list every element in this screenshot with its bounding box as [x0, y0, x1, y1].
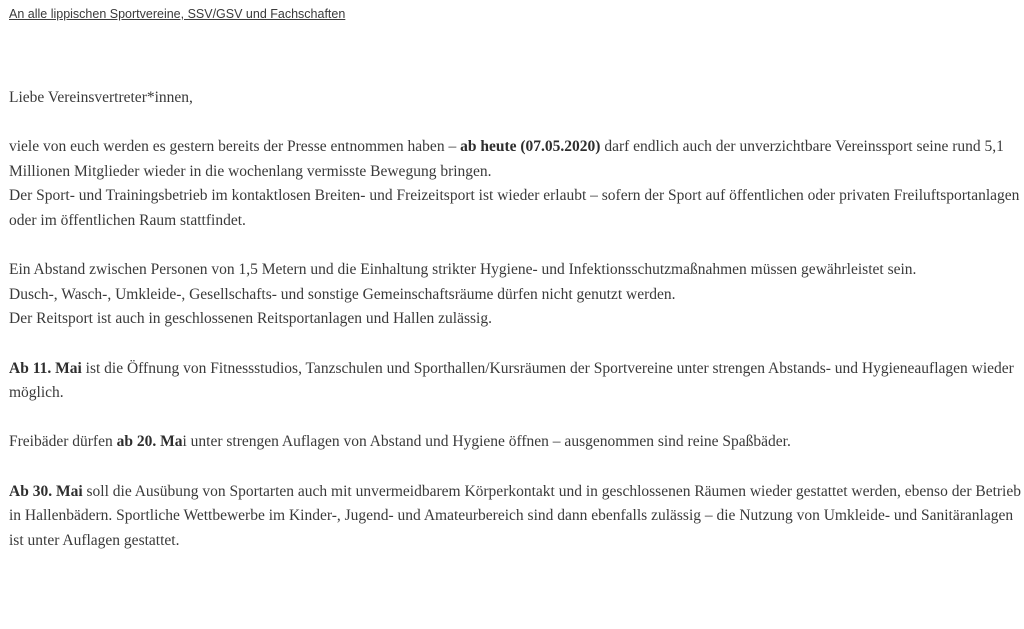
paragraph-reopening — [9, 135, 1021, 184]
date-highlight: ab heute (07.05.2020) — [460, 138, 601, 156]
greeting: Liebe Vereinsvertreter*innen, — [9, 89, 193, 106]
paragraph-may-11 — [9, 357, 1021, 406]
date-highlight: Ab 11. Mai — [9, 359, 82, 377]
paragraph-outdoor-sport: Der Sport- und Trainingsbetrieb im kontaktlosen Breiten- und Freizeitsport ist wieder erlaubt – sofern der Sport auf öffentlichen oder privaten Freiluftsportanlagen oder im öffentlichen Raum stattfindet. — [9, 187, 1020, 229]
paragraph-text: soll die Ausübung von Sportarten auch mit unvermeidbarem Körperkontakt und in geschlossenen Räumen wieder gestattet werden, ebenso der Betrieb in Hallenbädern. Sportliche Wettbewerbe im Kinder-, Jugend- und Amateurbereich sind dann ebenfalls zulässig – die Nutzung von Umkleide- und Sanitäranlagen ist unter Auflagen gestattet. — [9, 482, 1021, 549]
recipients-link[interactable]: An alle lippischen Sportvereine, SSV/GSV und Fachschaften — [9, 7, 346, 21]
paragraph-riding: Der Reitsport ist auch in geschlossenen Reitsportanlagen und Hallen zulässig. — [9, 310, 492, 328]
paragraph-may-20 — [9, 430, 1021, 455]
paragraph-text: ist die Öffnung von Fitnessstudios, Tanzschulen und Sporthallen/Kursräumen der Sportvereine unter strengen Abstands- und Hygieneauflagen wieder möglich. — [9, 359, 1014, 402]
date-highlight: Ab 30. Mai — [9, 482, 83, 500]
paragraph-text: darf endlich auch der unverzichtbare Vereinssport seine rund 5,1 Millionen Mitglieder wieder in die wochenlang vermisste Bewegung bringen. — [9, 138, 1004, 180]
paragraph-text: i unter strengen Auflagen von Abstand und Hygiene öffnen – ausgenommen sind reine Spaßbäder. — [182, 433, 791, 451]
paragraph-may-30 — [9, 480, 1021, 554]
letter-body — [9, 86, 1021, 578]
paragraph-text: Freibäder dürfen — [9, 433, 117, 451]
paragraph-text: viele von euch werden es gestern bereits der Presse entnommen haben – — [9, 138, 461, 156]
date-highlight: ab 20. Ma — [116, 433, 183, 451]
paragraph-distance-rules: Ein Abstand zwischen Personen von 1,5 Metern und die Einhaltung strikter Hygiene- und Infektionsschutzmaßnahmen müssen gewährleistet sein. — [9, 261, 917, 279]
paragraph-rooms-closed: Dusch-, Wasch-, Umkleide-, Gesellschafts- und sonstige Gemeinschaftsräume dürfen nicht genutzt werden. — [9, 285, 676, 303]
